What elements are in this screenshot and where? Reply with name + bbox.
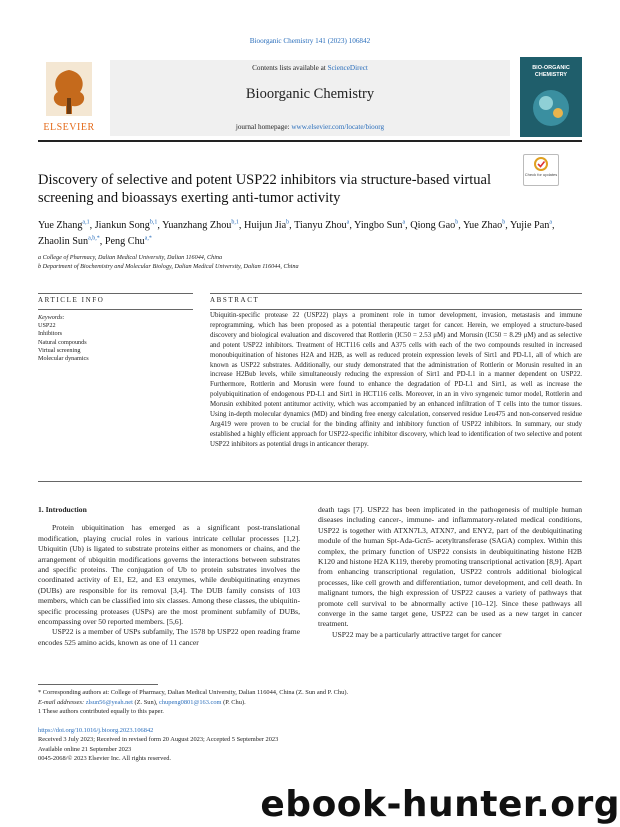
email-suffix: (P. Chu). bbox=[221, 698, 246, 706]
homepage-prefix: journal homepage: bbox=[235, 123, 292, 131]
journal-reference[interactable]: Bioorganic Chemistry 141 (2023) 106842 bbox=[249, 37, 371, 45]
paragraph: USP22 is a member of USPs subfamily, The 1578 bp USP22 open reading frame encodes 525 amino acids, known as one of 11 cancer bbox=[38, 627, 300, 647]
body-column-left bbox=[38, 505, 300, 648]
corresponding-note: * Corresponding authors at: College of Pharmacy, Dalian Medical University, Dalian 116044, China (Z. Sun and P. Chu). bbox=[38, 689, 349, 696]
homepage-link[interactable]: www.elsevier.com/locate/bioorg bbox=[291, 123, 385, 131]
sciencedirect-link[interactable]: ScienceDirect bbox=[327, 64, 368, 72]
author-name: Huijun Jia bbox=[244, 220, 287, 231]
author-name: Yue Zhang bbox=[38, 220, 83, 231]
author-name: Yingbo Sun bbox=[354, 220, 403, 231]
footnotes bbox=[38, 688, 582, 717]
equal-contribution-note: 1 These authors contributed equally to this paper. bbox=[38, 708, 164, 715]
keyword: USP22 bbox=[38, 322, 56, 330]
divider bbox=[38, 481, 582, 482]
author-affiliation-mark[interactable]: b bbox=[502, 219, 506, 226]
abstract-text: Ubiquitin-specific protease 22 (USP22) plays a prominent role in tumor development, invasion, metastasis and immune reprogramming, which has been proposed as a potential therapeutic target for cancer. Herein, we employed a structure-based discovery and biological evaluation and discovered that Rottlerin (IC50 = 2.53 μM) and Morusin (IC50 = 8.29 μM) and as selective and potent USP22 inhibitors. Treatment of HCT116 cells and A375 cells with each of the two compounds resulted in increased monoubiquitination of histones H2A and H2B, as well as reduced protein expression levels of Sirt1 and PD-L1, all of which are known as USP22 substrates. Additionally, our study demonstrated that the administration of Rottlerin or Morusin resulted in an increase H2Bub levels, while simultaneously reducing the expression of Sirt1 and PD-L1 in a manner dependent on USP22. Furthermore, Rottlerin and Morusin were found to enhance the degradation of PD-L1 and Sirt1, as well as increase the polyubiquitination of endogenous PD-L1 and Sirt1 in HCT116 cells. Moreover, in an in vivo syngeneic tumor model, Rottlerin and Morusin exhibited potent antitumor activity, which was accompanied by an enhanced infiltration of T cells into the tumor tissues. Using in-depth molecular dynamics (MD) and binding free energy calculation, conserved residue Leu475 and non-conserved residue Arg419 were proven to be crucial for the binding affinity and inhibitory function of USP22 inhibitors. In summary, our study established a highly efficient approach for USP22-specific inhibitor discovery, which lead to identification of two selective and potent USP22 inhibitors as potential drugs in anticancer therapy. bbox=[210, 312, 582, 448]
homepage-line bbox=[110, 123, 510, 131]
check-updates-icon bbox=[534, 157, 548, 172]
journal-cover-image bbox=[520, 57, 582, 137]
keyword: Natural compounds bbox=[38, 338, 87, 346]
divider bbox=[210, 293, 582, 294]
section-heading: 1. Introduction bbox=[38, 505, 87, 514]
keyword: Virtual screening bbox=[38, 346, 81, 354]
copyright: 0045-2068/© 2023 Elsevier Inc. All rights reserved. bbox=[38, 755, 171, 763]
author-affiliation-mark[interactable]: a bbox=[402, 219, 406, 226]
paragraph: USP22 may be a particularly attractive target for cancer bbox=[332, 629, 502, 639]
footnote-rule bbox=[38, 684, 158, 685]
keywords-block bbox=[38, 314, 193, 363]
paragraph: death tags [7]. USP22 has been implicated in the pathogenesis of multiple human diseases including cancer-, immune- and inflammatory-related medical conditions, USP22 is together with ATXN7L3, ATXN7, and ENY2, part of the deubiquitinating module of the human Spt-Ada-Gcn5- acetyltransferase (SAGA) complex. Within this complex, the primary function of USP22 consists in deubiquitinating histone H2B K120 and histone H2A K119, thereby promoting transcriptional activation [8,9]. Apart from enhancing transcriptional regulation, USP22 controls additional biological processes, like cell growth and differentiation, tumor development, and cell death. In malignant tumors, the high expression of USP22 causes a variety of pathways that promote cell survival to be abnormally active [10–12]. Since these pathways all converge in the same target gene, USP22 can be used as a new target in cancer treatment. bbox=[318, 505, 582, 629]
watermark: ebook-hunter.org bbox=[260, 784, 620, 825]
author-affiliation-mark[interactable]: b,1 bbox=[149, 219, 158, 226]
check-updates-label: Check for updates bbox=[524, 172, 558, 177]
affiliation-a: a College of Pharmacy, Dalian Medical University, Dalian 116044, China bbox=[38, 254, 223, 261]
contents-line bbox=[110, 64, 510, 72]
author-name: Jiankun Song bbox=[94, 220, 150, 231]
author-name: Yue Zhao bbox=[462, 220, 503, 231]
author-name: Qiong Gao bbox=[410, 220, 456, 231]
author-affiliation-mark[interactable]: a bbox=[346, 219, 350, 226]
author-affiliation-mark[interactable]: b,1 bbox=[231, 219, 239, 226]
divider bbox=[38, 309, 193, 310]
abstract-heading: ABSTRACT bbox=[210, 296, 260, 304]
received-dates: Received 3 July 2023; Received in revised form 20 August 2023; Accepted 5 September 2023 bbox=[38, 736, 279, 744]
author-affiliation-mark[interactable]: a,1 bbox=[82, 219, 90, 226]
author-affiliation-mark[interactable]: b bbox=[286, 219, 290, 226]
divider bbox=[38, 293, 193, 294]
cover-title: BIO-ORGANIC CHEMISTRY bbox=[532, 65, 570, 78]
cover-graphic-icon bbox=[526, 85, 576, 131]
author-affiliation-mark[interactable]: a,b,* bbox=[88, 235, 100, 242]
author-affiliation-mark[interactable]: a,* bbox=[144, 235, 152, 242]
author-name: Peng Chu bbox=[104, 236, 145, 247]
doi-link[interactable]: https://doi.org/10.1016/j.bioorg.2023.106842 bbox=[38, 727, 154, 734]
author-name: Yuanzhang Zhou bbox=[162, 220, 232, 231]
email-prefix: E-mail addresses: bbox=[38, 698, 86, 706]
paper-title: Discovery of selective and potent USP22 inhibitors via structure-based virtual screening and bioassays exerting anti-tumor activity bbox=[38, 172, 492, 206]
bibliographic-info bbox=[38, 726, 582, 764]
affiliation-b: b Department of Biochemistry and Molecular Biology, Dalian Medical University, Dalian 116044, China bbox=[38, 263, 299, 270]
author-name: Yujie Pan bbox=[509, 220, 550, 231]
publisher-name: ELSEVIER bbox=[43, 122, 95, 133]
paragraph: Protein ubiquitination has emerged as a significant post-translational modification, playing crucial roles in various intricate cellular processes [1,2]. Ubiquitin (Ub) is ligated to substrate proteins either as monomers or chains, and the arrangement of ubiquitin modifications governs the interactions between substrates and specific proteins. The conjugation of Ub to protein substrates involves the coordinated activity of E1, E2, and E3 enzymes, while deubiquitinating enzymes (DUBs) are responsible for its removal [3,4]. The DUB family consists of 103 members, which can be classified into six classes. Among these classes, the ubiquitin-specific processing proteases (USPs) are the most prominent subfamily of DUBs, encompassing over 50 reported members. [5,6]. bbox=[38, 523, 300, 627]
check-for-updates-badge[interactable] bbox=[523, 154, 559, 186]
author-name: Zhaolin Sun bbox=[38, 236, 89, 247]
header-rule bbox=[38, 140, 582, 142]
article-info-heading: ARTICLE INFO bbox=[38, 296, 105, 304]
email-link[interactable]: chupeng0801@163.com bbox=[159, 698, 222, 706]
email-note bbox=[38, 698, 582, 708]
affiliations bbox=[38, 253, 558, 271]
email-suffix: (Z. Sun), bbox=[132, 698, 160, 706]
author-name: Tianyu Zhou bbox=[294, 220, 347, 231]
author-list: Yue Zhang$^{a,1}$, Jiankun Song$^{b,1}$, Yuanzhang Zhou$^{b,1}$, Huijun Jia$^b$, Tianyu Zhou$^a$, Yingbo Sun$^a$, Qiong Gao$^b$, Yue Zhao$^b$, Yujie Pan$^a$, Zhaolin Sun$^{a,b,*}$, Peng Chu$^{a,*}$ bbox=[38, 219, 555, 247]
body-column-right bbox=[318, 505, 582, 640]
email-link[interactable]: zlsun56@yeah.net bbox=[85, 698, 133, 706]
keyword: Inhibitors bbox=[38, 330, 63, 338]
keyword: Molecular dynamics bbox=[38, 355, 89, 363]
divider bbox=[210, 309, 582, 310]
author-affiliation-mark[interactable]: a bbox=[549, 219, 552, 226]
journal-name: Bioorganic Chemistry bbox=[245, 86, 375, 102]
author-affiliation-mark[interactable]: b bbox=[455, 219, 459, 226]
available-date: Available online 21 September 2023 bbox=[38, 745, 132, 753]
elsevier-logo bbox=[38, 58, 100, 136]
contents-prefix: Contents lists available at bbox=[252, 64, 328, 72]
keywords-label: Keywords: bbox=[38, 314, 65, 321]
